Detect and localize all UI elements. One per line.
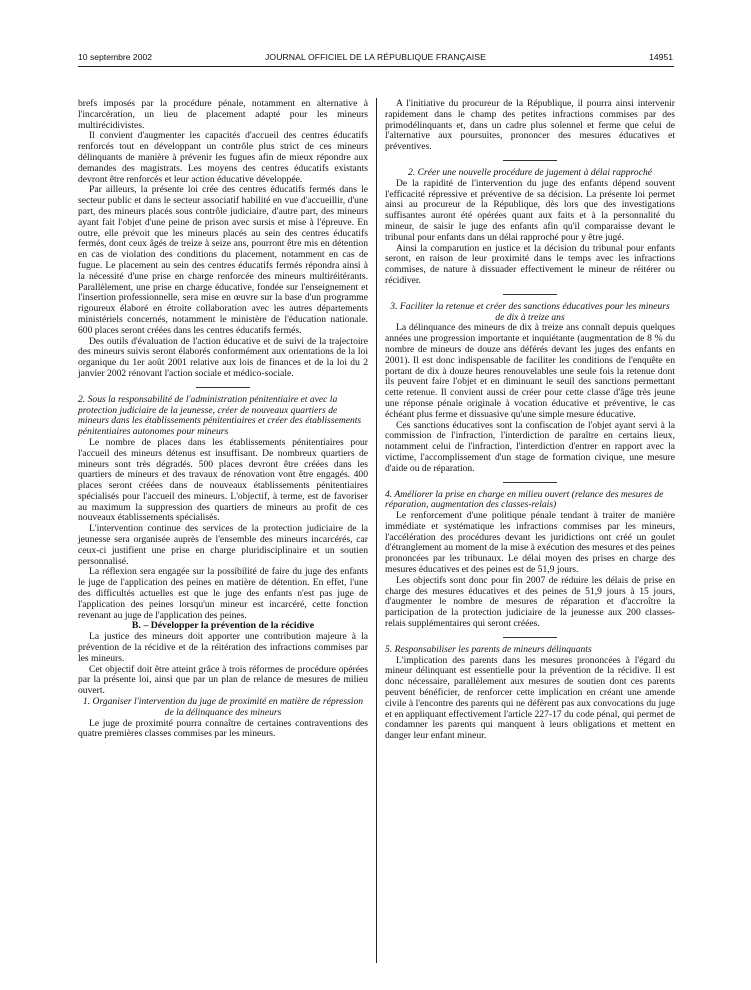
paragraph: Le nombre de places dans les établissements pénitentiaires pour l'accueil des mineurs détenus est insuffisant. De nombreux quartiers de mineurs sont très dégradés. 500 places devront être créées dans les quartiers de mineurs et des travaux de rénovation vont être engagés. 400 places seront créées dans de nouveaux établissements pénitentiaires spécialisés pour l'accueil des mineurs. L'objectif, à terme, est de favoriser au maximum la suppression des quartiers de mineurs au profit de ces nouveaux établissements spécialisés. [78,436,368,524]
section-heading: 3. Faciliter la retenue et créer des sanctions éducatives pour les mineurs de dix à treize ans [390,300,670,323]
section-heading: 1. Organiser l'intervention du juge de proximité en matière de répression de la délinquance des mineurs [82,696,364,718]
paragraph: Il convient d'augmenter les capacités d'accueil des centres éducatifs renforcés tout en développant un contrôle plus strict de ces mineurs délinquants de manière à prévenir les fugues afin de mieux répondre aux demandes des magistrats. Les moyens des centres éducatifs existants devront être renforcés et leur action éducative développée. [78,130,368,185]
paragraph: A l'initiative du procureur de la République, il pourra ainsi intervenir rapidement dans le champ des petites infractions commises par des primodélinquants et, dans un cadre plus solennel et ferme que celui de l'alternative aux poursuites, prononcer des mesures éducatives et préventives. [385,98,675,153]
section-separator [503,294,557,295]
paragraph: Par ailleurs, la présente loi crée des centres éducatifs fermés dans le secteur public et dans le secteur associatif habilité en vue d'accueillir, d'une part, des mineurs placés sous contrôle judiciaire, d'autre part, des mineurs ayant fait l'objet d'une peine de prison avec sursis et mise à l'épreuve. En outre, elle prévoit que les mineurs placés au sein des centres éducatifs fermés, dont ceux âgés de treize à seize ans, pourront être mis en détention en cas de violation des conditions du placement, notamment en cas de fugue. Le placement au sein des centres éducatifs fermés répondra ainsi à la nécessité d'une prise en charge renforcée des mineurs multiréitérants. Parallèlement, une prise en charge éducative, fondée sur l'enseignement et l'insertion professionnelle, sera mise en œuvre sur la base d'un programme rigoureux élaboré en étroite collaboration avec les autres départements ministériels concernés, notamment le ministère de l'éducation nationale. 600 places seront créées dans les centres éducatifs fermés. [78,184,368,336]
paragraph: Cet objectif doit être atteint grâce à trois réformes de procédure opérées par la présente loi, ainsi que par un plan de relance de mesures de milieu ouvert. [78,663,368,697]
left-column [78,99,368,740]
paragraph: L'implication des parents dans les mesures prononcées à l'égard du mineur délinquant est essentielle pour la prévention de la récidive. Il est donc nécessaire, parallèlement aux mesures de soutien dont ces parents peuvent bénéficier, de renforcer cette implication en créant une amende civile à l'encontre des parents qui ne défèrent pas aux convocations du juge et en appliquant effectivement l'article 227-17 du code pénal, qui permet de condamner les parents qui manquent à leurs obligations et mettent en danger leur enfant mineur. [385,654,675,742]
section-heading: 5. Responsabiliser les parents de mineurs délinquants [385,643,592,655]
paragraph: brefs imposés par la procédure pénale, notamment en alternative à l'incarcération, un lieu de placement adapté pour les mineurs multirécidivistes. [78,98,368,131]
section-separator [503,160,557,161]
section-separator [196,387,250,388]
paragraph: La délinquance des mineurs de dix à treize ans connaît depuis quelques années une progression importante et inquiétante (augmentation de 8 % du nombre de mineurs de douze ans déférés devant les juges des enfants en 2001). Il est donc indispensable de faciliter les conditions de l'enquête en portant de dix à douze heures renouvelables une seule fois la retenue dont ils peuvent faire l'objet et en diminuant le seuil des sanctions permettant cette retenue. Il convient aussi de créer pour cette classe d'âge très jeune une réponse pénale originale à vocation éducative et préventive, le cas échéant plus ferme et dissuasive qu'une simple mesure éducative. [385,322,675,420]
header-rule [78,66,674,67]
paragraph: Ainsi la comparution en justice et la décision du tribunal pour enfants seront, en raison de leur proximité dans le temps avec les infractions commises, de nature à dissuader effectivement le mineur de réitérer ou récidiver. [385,242,675,286]
column-divider [376,98,377,963]
header-page-number: 14951 [649,52,673,62]
paragraph: L'intervention continue des services de la protection judiciaire de la jeunesse sera organisée auprès de l'ensemble des mineurs incarcérés, car ceux-ci justifient une prise en charge pluridisciplinaire et un soutien personnalisé. [78,523,368,567]
paragraph: La justice des mineurs doit apporter une contribution majeure à la prévention de la récidive et de la réitération des infractions commises par les mineurs. [78,631,368,664]
part-heading: B. – Développer la prévention de la récidive [131,620,315,632]
section-heading: 4. Améliorer la prise en charge en milieu ouvert (relance des mesures de réparation, augmentation des classes-relais) [385,488,664,511]
paragraph: Ces sanctions éducatives sont la confiscation de l'objet ayant servi à la commission de l'infraction, l'interdiction de paraître en certains lieux, notamment celui de l'infraction, l'interdiction d'entrer en rapport avec la victime, l'accomplissement d'un stage de formation civique, une mesure d'aide ou de réparation. [385,419,675,474]
header-journal-title: JOURNAL OFFICIEL DE LA RÉPUBLIQUE FRANÇAISE [265,52,486,62]
header-date: 10 septembre 2002 [78,52,153,62]
paragraph: Les objectifs sont donc pour fin 2007 de réduire les délais de prise en charge des mesures éducatives et des peines de 51,9 jours à 15 jours, d'augmenter le nombre de mesures de réparation et d'accroître la participation de la protection judiciaire de la jeunesse aux 200 classes-relais supplémentaires qui seront créées. [385,574,675,630]
paragraph: De la rapidité de l'intervention du juge des enfants dépend souvent l'efficacité répressive et préventive de sa décision. La présente loi permet ainsi au procureur de la République, dès lors que des investigations suffisantes auront été opérées quant aux faits et à la personnalité du mineur, de saisir le juge des enfants afin qu'il comparaisse devant le tribunal pour enfants dans un délai rapproché pour y être jugé. [385,177,675,243]
paragraph: Le juge de proximité pourra connaître de certaines contraventions des quatre premières classes commises par les mineurs. [78,717,368,740]
paragraph: Des outils d'évaluation de l'action éducative et de suivi de la trajectoire des mineurs suivis seront élaborés conformément aux orientations de la loi organique du 1er août 2001 relative aux lois de finances et de la loi du 2 janvier 2002 rénovant l'action sociale et médico-sociale. [78,335,368,379]
section-separator [503,482,557,483]
right-column [385,99,675,742]
section-heading: 2. Sous la responsabilité de l'administration pénitentiaire et avec la protection judiciaire de la jeunesse, créer de nouveaux quartiers de mineurs dans les établissements pénitentiaires et créer des établissements pénitentiaires autonomes pour mineurs [78,393,362,438]
paragraph: La réflexion sera engagée sur la possibilité de faire du juge des enfants le juge de l'application des peines en matière de détention. En effet, l'une des difficultés actuelles est que le juge des enfants n'est pas juge de l'application des peines lorsqu'un mineur est incarcéré, cette fonction revenant au juge de l'application des peines. [78,566,368,621]
section-heading: 2. Créer une nouvelle procédure de jugement à délai rapproché [407,166,653,178]
page-header [78,52,673,66]
section-separator [503,637,557,638]
paragraph: Le renforcement d'une politique pénale tendant à traiter de manière immédiate et systématique les infractions commises par les mineurs, l'accélération des procédures devant les juridictions ont créé un goulet d'étranglement au moment de la mise à exécution des mesures et des peines prononcées par les tribunaux. Le délai moyen des prises en charge des mesures éducatives et des peines est de 51,9 jours. [385,510,675,576]
